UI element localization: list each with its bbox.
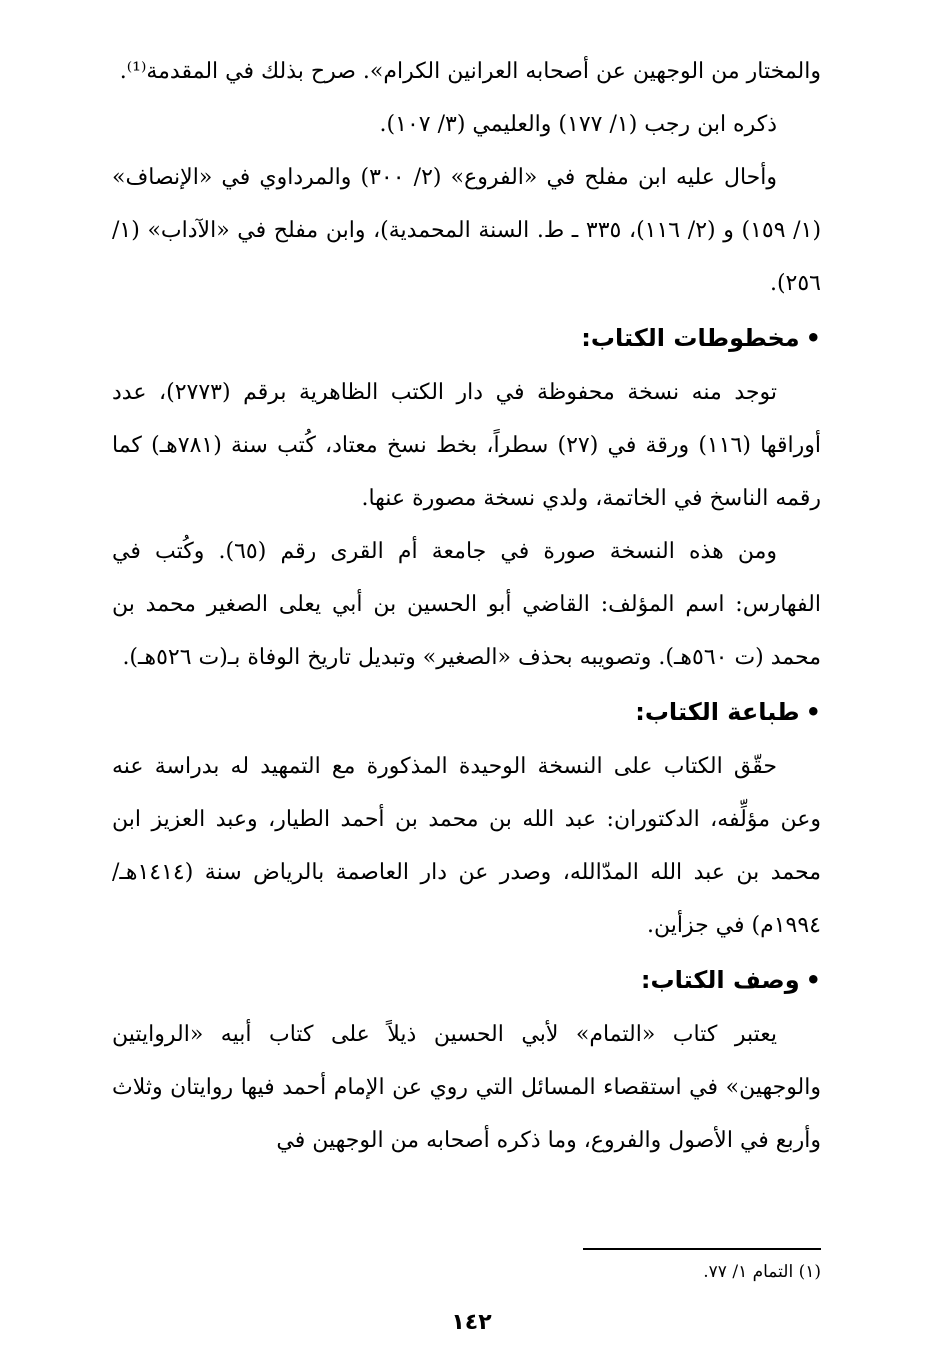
heading-printing: •طباعة الكتاب:	[635, 698, 821, 726]
bullet-icon: •	[805, 698, 821, 726]
footnote-divider	[583, 1248, 821, 1250]
bullet-icon: •	[805, 324, 821, 352]
paragraph-umm-al-qura: ومن هذه النسخة صورة في جامعة أم القرى رقم (٦٥). وكُتب في الفهارس: اسم المؤلف: القاضي أبو الحسين بن أبي يعلى الصغير محمد بن محمد (ت ٥٦٠هـ). وتصويبه بحذف «الصغير» وتبديل تاريخ الوفاة بـ(ت ٥٢٦هـ).	[112, 539, 821, 670]
heading-manuscripts: •مخطوطات الكتاب:	[581, 324, 821, 352]
paragraph-references: وأحال عليه ابن مفلح في «الفروع» (٢/ ٣٠٠) والمرداوي في «الإنصاف» (١/ ١٥٩) و (٢/ ١١٦)، ٣٣٥ ـ ط. السنة المحمدية)، وابن مفلح في «الآداب» (١/ ٢٥٦).	[112, 165, 822, 296]
paragraph-intro: والمختار من الوجهين عن أصحابه العرانين الكرام». صرح بذلك في المقدمة⁽¹⁾.	[119, 59, 821, 84]
paragraph-printing: حقّق الكتاب على النسخة الوحيدة المذكورة مع التمهيد له بدراسة عنه وعن مؤلِّفه، الدكتوران: عبد الله بن محمد بن أحمد الطيار، وعبد العزيز ابن محمد بن عبد الله المدّالله، وصدر عن دار العاصمة بالرياض سنة (١٤١٤هـ/ ١٩٩٤م) في جزأين.	[112, 754, 821, 938]
bullet-icon: •	[805, 966, 821, 994]
paragraph-description: يعتبر كتاب «التمام» لأبي الحسين ذيلاً على كتاب أبيه «الروايتين والوجهين» في استقصاء المسائل التي روي عن الإمام أحمد فيها روايتان وثلاث وأربع في الأصول والفروع، وما ذكره أصحابه من الوجهين في	[112, 1022, 821, 1153]
heading-description: •وصف الكتاب:	[640, 966, 821, 994]
paragraph-ibn-rajab: ذكره ابن رجب (١/ ١٧٧) والعليمي (٣/ ١٠٧).	[379, 112, 777, 137]
page-number: ١٤٢	[451, 1310, 492, 1335]
paragraph-manuscripts: توجد منه نسخة محفوظة في دار الكتب الظاهرية برقم (٢٧٧٣)، عدد أوراقها (١١٦) ورقة في (٢٧) سطراً، بخط نسخ معتاد، كُتب سنة (٧٨١هـ) كما رقمه الناسخ في الخاتمة، ولدي نسخة مصورة عنها.	[112, 380, 822, 511]
page-body	[112, 45, 821, 1167]
footnote: (١) التمام ١/ ٧٧.	[703, 1262, 821, 1282]
